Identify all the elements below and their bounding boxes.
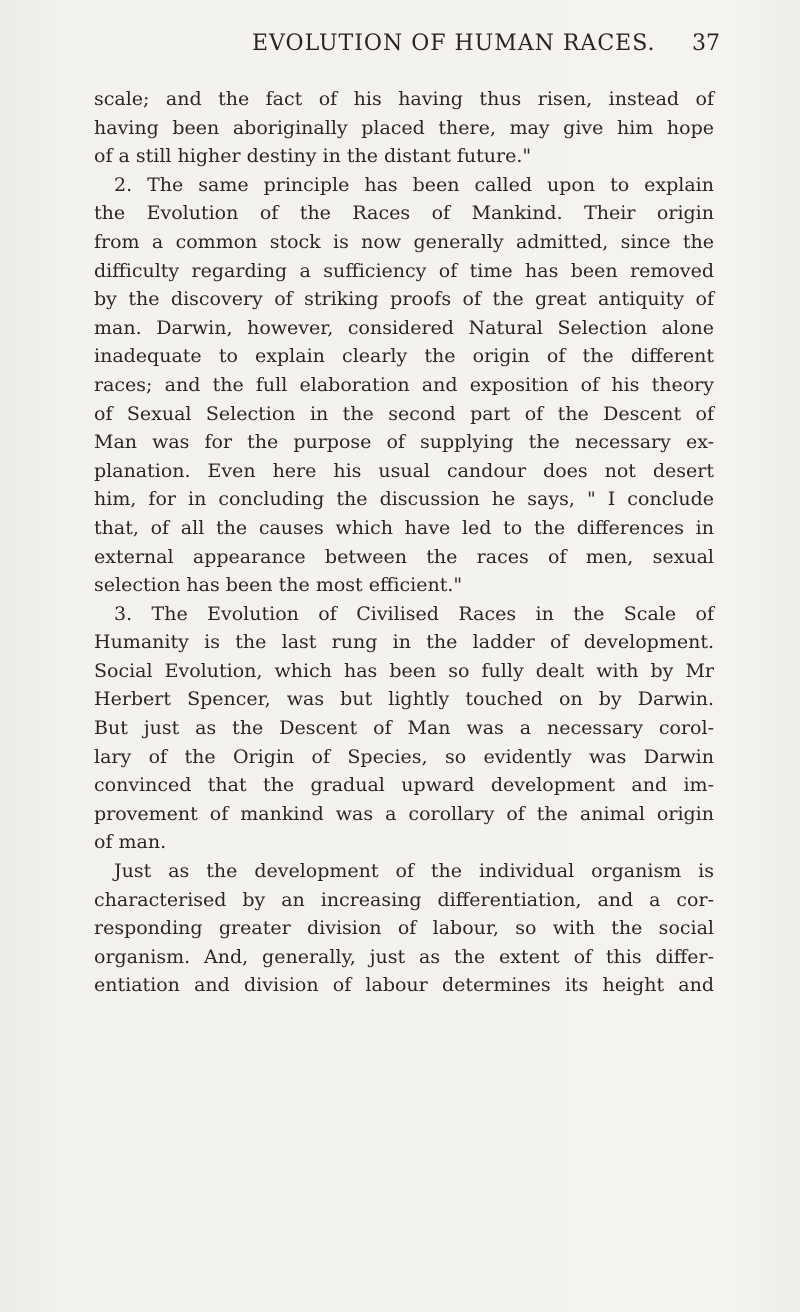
text-line-4: 2. The same principle has been called upon to explain xyxy=(114,173,714,196)
text-line-22: Herbert Spencer, was but lightly touched on by Darwin. xyxy=(94,688,714,711)
text-line-18: selection has been the most efficient." xyxy=(94,574,463,597)
text-line-17: external appearance between the races of men, sexual xyxy=(94,545,714,568)
text-line-30: responding greater division of labour, so with the social xyxy=(94,917,714,940)
text-line-25: convinced that the gradual upward development and im- xyxy=(94,774,714,797)
text-line-3: of a still higher destiny in the distant future." xyxy=(94,145,532,168)
text-line-2: having been aboriginally placed there, may give him hope xyxy=(94,116,714,139)
body-text xyxy=(94,85,714,1000)
text-line-27: of man. xyxy=(94,831,167,854)
text-line-6: from a common stock is now generally admitted, since the xyxy=(94,230,714,253)
text-line-31: organism. And, generally, just as the extent of this differ- xyxy=(94,945,714,968)
text-line-28: Just as the development of the individual organism is xyxy=(114,860,714,883)
running-title: EVOLUTION OF HUMAN RACES. xyxy=(252,31,656,56)
text-line-10: inadequate to explain clearly the origin of the different xyxy=(94,345,714,368)
text-line-19: 3. The Evolution of Civilised Races in the Scale of xyxy=(114,602,714,625)
text-line-9: man. Darwin, however, considered Natural Selection alone xyxy=(94,316,714,339)
text-line-12: of Sexual Selection in the second part of the Descent of xyxy=(94,402,714,425)
text-line-29: characterised by an increasing differentiation, and a cor- xyxy=(94,888,714,911)
page-number: 37 xyxy=(692,31,720,56)
text-line-8: by the discovery of striking proofs of the great antiquity of xyxy=(94,288,714,311)
text-line-11: races; and the full elaboration and exposition of his theory xyxy=(94,373,714,396)
text-line-21: Social Evolution, which has been so fully dealt with by Mr xyxy=(94,659,714,682)
text-line-20: Humanity is the last rung in the ladder of development. xyxy=(94,631,714,654)
text-line-14: planation. Even here his usual candour does not desert xyxy=(94,459,714,482)
text-line-26: provement of mankind was a corollary of the animal origin xyxy=(94,802,714,825)
text-line-24: lary of the Origin of Species, so evidently was Darwin xyxy=(94,745,714,768)
page-header xyxy=(0,31,800,71)
text-line-7: difficulty regarding a sufficiency of time has been removed xyxy=(94,259,714,282)
text-line-13: Man was for the purpose of supplying the necessary ex- xyxy=(94,431,714,454)
text-line-5: the Evolution of the Races of Mankind. Their origin xyxy=(94,202,714,225)
text-line-23: But just as the Descent of Man was a necessary corol- xyxy=(94,717,714,740)
text-line-16: that, of all the causes which have led to the differences in xyxy=(94,516,714,539)
text-line-1: scale; and the fact of his having thus risen, instead of xyxy=(94,88,714,110)
text-line-32: entiation and division of labour determines its height and xyxy=(94,974,714,997)
text-line-15: him, for in concluding the discussion he says, " I conclude xyxy=(94,488,714,511)
